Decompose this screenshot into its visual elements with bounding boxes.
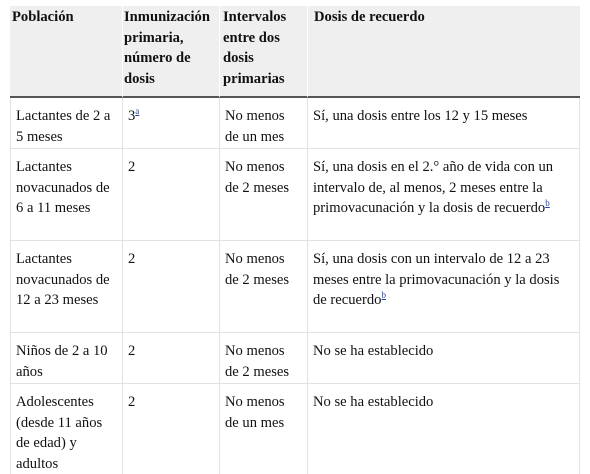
cell-dosis: 2 bbox=[122, 333, 219, 384]
cell-poblacion: Lactantes de 2 a 5 meses bbox=[10, 98, 122, 149]
cell-intervalo: No menos de 2 meses bbox=[219, 149, 307, 241]
cell-dosis: 2 bbox=[122, 384, 219, 474]
cell-poblacion: Niños de 2 a 10 años bbox=[10, 333, 122, 384]
dosis-value: 3 bbox=[128, 108, 136, 124]
cell-poblacion: Lactantes novacunados de 12 a 23 meses bbox=[10, 241, 122, 333]
cell-intervalo: No menos de un mes bbox=[219, 384, 307, 474]
cell-recuerdo: No se ha establecido bbox=[307, 384, 580, 474]
vaccination-schedule-table bbox=[10, 6, 580, 474]
footnote-link-b[interactable]: b bbox=[545, 198, 550, 208]
cell-dosis bbox=[122, 98, 219, 149]
header-dosis-recuerdo: Dosis de recuerdo bbox=[307, 6, 580, 98]
header-intervalos: Intervalos entre dos dosis primarias bbox=[219, 6, 307, 98]
header-inmunizacion-primaria: Inmunización primaria, número de dosis bbox=[122, 6, 219, 98]
recuerdo-text: Sí, una dosis en el 2.° año de vida con un intervalo de, al menos, 2 meses entre la primovacunación y la dosis de recuerdo bbox=[313, 159, 554, 216]
cell-recuerdo: Sí, una dosis entre los 12 y 15 meses bbox=[307, 98, 580, 149]
table-row bbox=[10, 241, 580, 333]
table-row bbox=[10, 98, 580, 149]
footnote-ref bbox=[135, 106, 139, 116]
cell-dosis: 2 bbox=[122, 241, 219, 333]
cell-poblacion: Adolescentes (desde 11 años de edad) y adultos bbox=[10, 384, 122, 474]
recuerdo-text: Sí, una dosis con un intervalo de 12 a 23 meses entre la primovacunación y la dosis de recuerdo bbox=[313, 251, 560, 308]
table-row bbox=[10, 384, 580, 474]
header-row bbox=[10, 6, 580, 98]
cell-recuerdo bbox=[307, 149, 580, 241]
cell-intervalo: No menos de 2 meses bbox=[219, 241, 307, 333]
cell-poblacion: Lactantes novacunados de 6 a 11 meses bbox=[10, 149, 122, 241]
footnote-link-a[interactable]: a bbox=[135, 106, 140, 116]
cell-intervalo: No menos de un mes bbox=[219, 98, 307, 149]
table-header bbox=[10, 6, 580, 98]
cell-dosis: 2 bbox=[122, 149, 219, 241]
footnote-link-b[interactable]: b bbox=[381, 290, 386, 300]
cell-recuerdo bbox=[307, 241, 580, 333]
table-body bbox=[10, 98, 580, 474]
cell-recuerdo: No se ha establecido bbox=[307, 333, 580, 384]
header-poblacion: Población bbox=[10, 6, 122, 98]
footnote-ref bbox=[381, 290, 386, 300]
table-row bbox=[10, 333, 580, 384]
cell-intervalo: No menos de 2 meses bbox=[219, 333, 307, 384]
table-row bbox=[10, 149, 580, 241]
footnote-ref bbox=[545, 198, 550, 208]
